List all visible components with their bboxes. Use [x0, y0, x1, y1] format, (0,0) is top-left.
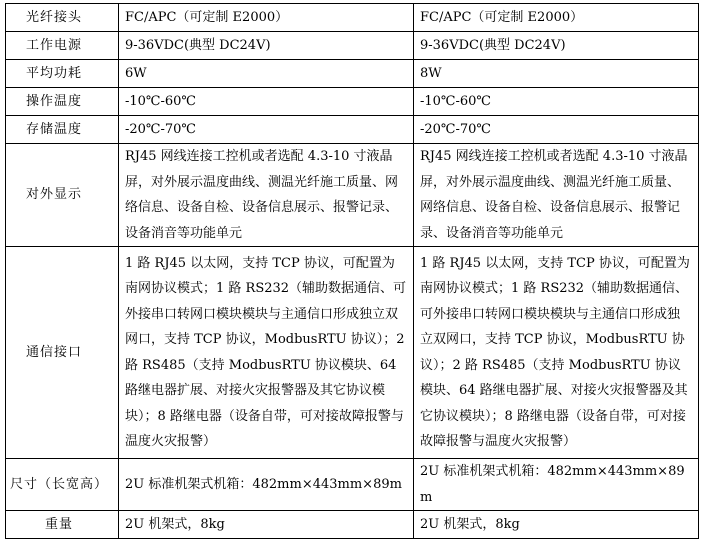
table-row [6, 247, 699, 459]
value-model-b: 2U 机架式，8kg [414, 511, 699, 539]
row-label-storage-temp: 存储温度 [6, 116, 119, 144]
value-model-b: 8W [414, 60, 699, 88]
row-label-weight: 重量 [6, 511, 119, 539]
table-row [6, 88, 699, 116]
value-model-b: 2U 标准机架式机箱：482mm×443mm×89m [414, 459, 699, 511]
value-model-a: -20℃-70℃ [119, 116, 414, 144]
value-model-b: 9-36VDC(典型 DC24V) [414, 32, 699, 60]
value-model-a: 2U 标准机架式机箱：482mm×443mm×89m [119, 459, 414, 511]
table-row [6, 4, 699, 32]
row-label-fiber-connector: 光纤接头 [6, 4, 119, 32]
value-model-a: 6W [119, 60, 414, 88]
value-model-a: FC/APC（可定制 E2000） [119, 4, 414, 32]
table-row [6, 116, 699, 144]
table-row [6, 459, 699, 511]
value-model-b: -20℃-70℃ [414, 116, 699, 144]
table-row [6, 511, 699, 539]
row-label-operating-temp: 操作温度 [6, 88, 119, 116]
row-label-power-supply: 工作电源 [6, 32, 119, 60]
spec-table [5, 3, 699, 539]
row-label-comm-interface: 通信接口 [6, 247, 119, 459]
value-model-a: 2U 机架式，8kg [119, 511, 414, 539]
value-model-a: 9-36VDC(典型 DC24V) [119, 32, 414, 60]
row-label-display: 对外显示 [6, 144, 119, 247]
value-model-b: 1 路 RJ45 以太网，支持 TCP 协议，可配置为南网协议模式；1 路 RS232（辅助数据通信、可外接串口转网口模块模块与主通信口形成独立双网口，支持 TCP 协议，ModbusRTU 协议）；2 路 RS485（支持 ModbusRTU 协议模块、64 路继电器扩展、对接火灾报警器及其它协议模块）；8 路继电器（设备自带，可对接故障报警与温度火灾报警） [414, 247, 699, 459]
row-label-power-consumption: 平均功耗 [6, 60, 119, 88]
table-row [6, 32, 699, 60]
table-row [6, 144, 699, 247]
value-model-a: 1 路 RJ45 以太网，支持 TCP 协议，可配置为南网协议模式；1 路 RS232（辅助数据通信、可外接串口转网口模块模块与主通信口形成独立双网口，支持 TCP 协议，ModbusRTU 协议）；2 路 RS485（支持 ModbusRTU 协议模块、64 路继电器扩展、对接火灾报警器及其它协议模块）；8 路继电器（设备自带，可对接故障报警与温度火灾报警） [119, 247, 414, 459]
value-model-b: -10℃-60℃ [414, 88, 699, 116]
value-model-b: FC/APC（可定制 E2000） [414, 4, 699, 32]
row-label-dimensions: 尺寸（长宽高） [6, 459, 119, 511]
table-row [6, 60, 699, 88]
value-model-a: -10℃-60℃ [119, 88, 414, 116]
value-model-a: RJ45 网线连接工控机或者选配 4.3-10 寸液晶屏，对外展示温度曲线、测温光纤施工质量、网络信息、设备自检、设备信息展示、报警记录、设备消音等功能单元 [119, 144, 414, 247]
value-model-b: RJ45 网线连接工控机或者选配 4.3-10 寸液晶屏，对外展示温度曲线、测温光纤施工质量、网络信息、设备自检、设备信息展示、报警记录、设备消音等功能单元 [414, 144, 699, 247]
